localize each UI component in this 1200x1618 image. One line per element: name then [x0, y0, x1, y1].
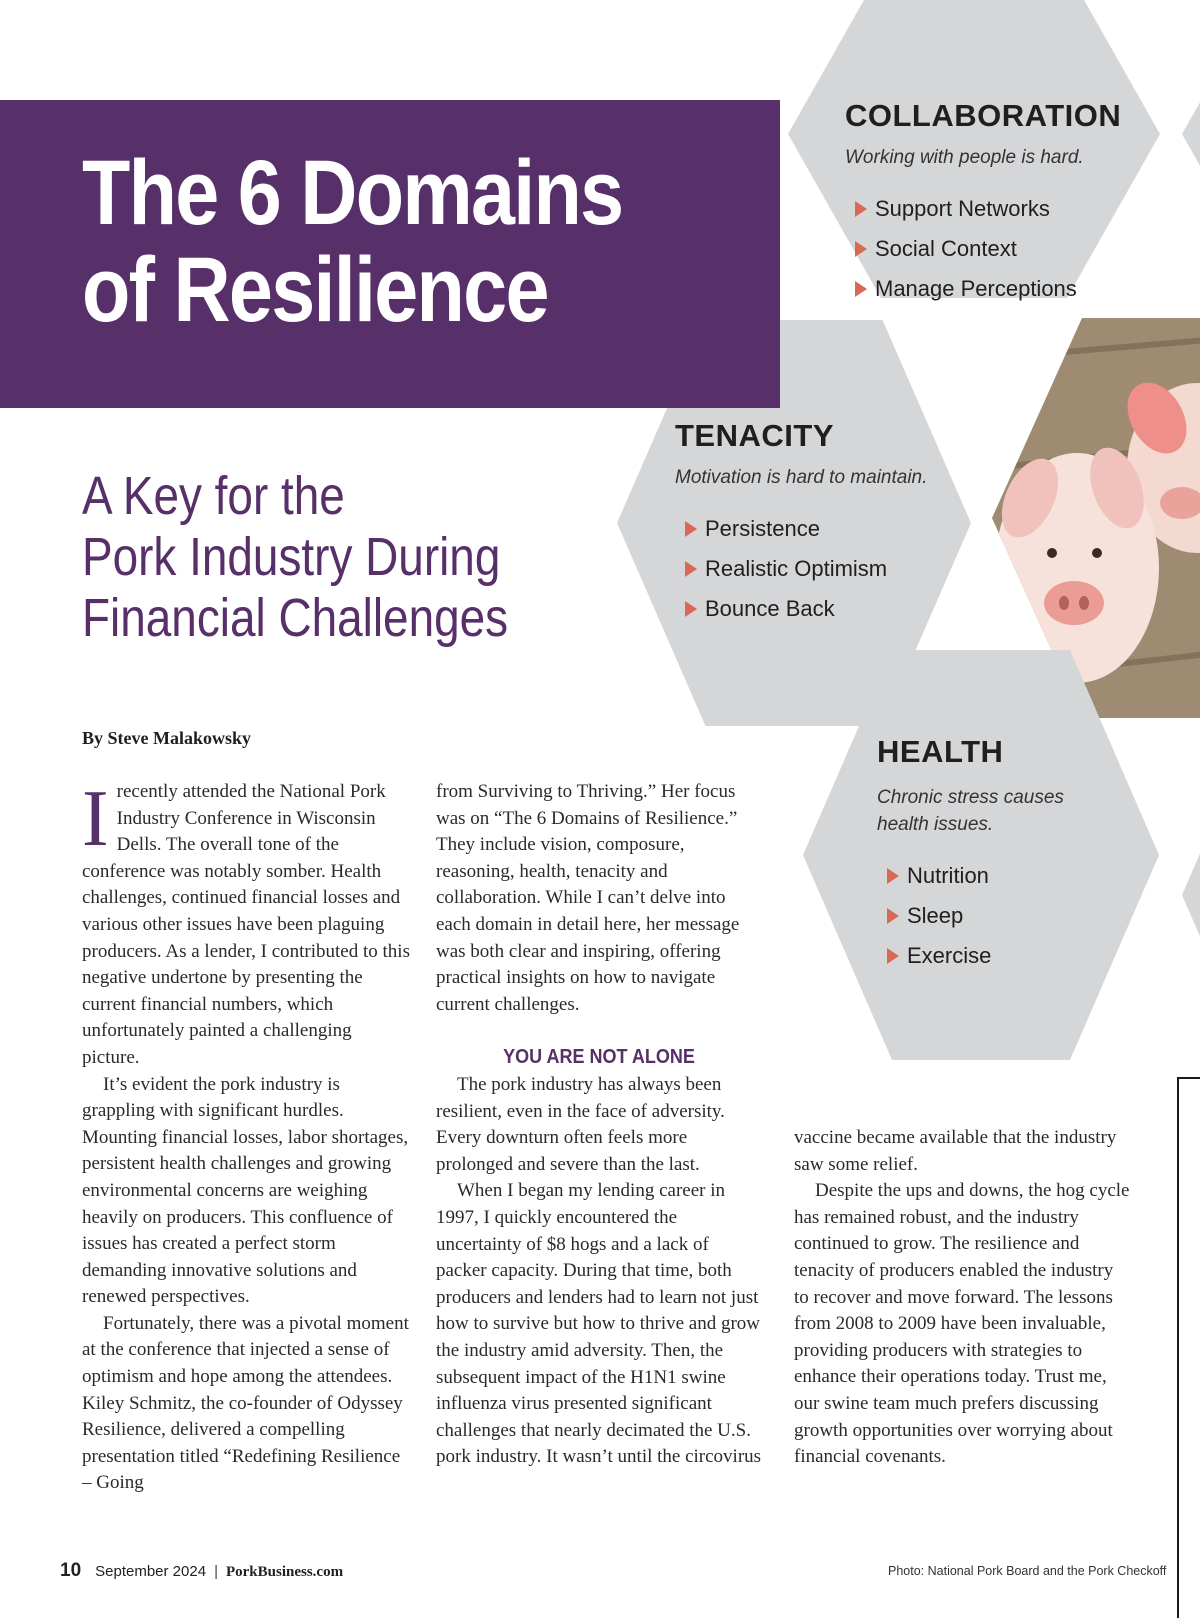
- domain-health: [877, 734, 1147, 976]
- paragraph: It’s evident the pork industry is grappling with significant hurdles. Mounting financial losses, labor shortages, persistent health challenges and growing environmental concerns are weighing heavily on producers. This confluence of issues has created a perfect storm demanding innovative solutions and renewed perspectives.: [82, 1073, 409, 1308]
- triangle-bullet-icon: [685, 561, 697, 577]
- domain-tagline: Motivation is hard to maintain.: [675, 467, 928, 488]
- list-item: Exercise: [877, 936, 1147, 976]
- byline: By Steve Malakowsky: [82, 728, 252, 748]
- list-item: Bounce Back: [675, 589, 975, 629]
- triangle-bullet-icon: [855, 201, 867, 217]
- drop-cap: I: [82, 775, 109, 863]
- triangle-bullet-icon: [855, 281, 867, 297]
- list-item: Manage Perceptions: [845, 269, 1145, 309]
- paragraph: Irecently attended the National Pork Industry Conference in Wisconsin Dells. The overall tone of the conference was notably somber. Health challenges, continued financial losses and various other issues have been plaguing producers. As a lender, I contributed to this negative undertone by presenting the current financial numbers, which unfortunately painted a challenging picture.: [82, 775, 410, 1068]
- domain-collaboration: [845, 98, 1145, 309]
- page-number: 10: [60, 1560, 82, 1581]
- subtitle-line-3: Financial Challenges: [82, 588, 509, 648]
- article-column-2-continued: [436, 1072, 762, 1471]
- page-footer: [60, 1560, 343, 1582]
- list-item: Nutrition: [877, 856, 1147, 896]
- partial-hexagon-right: [1182, 690, 1200, 1100]
- sidebar-border: [1177, 1077, 1200, 1618]
- list-item: Support Networks: [845, 189, 1145, 229]
- page-title: [82, 142, 684, 341]
- triangle-bullet-icon: [685, 521, 697, 537]
- list-item: Realistic Optimism: [675, 549, 975, 589]
- paragraph: The pork industry has always been resilient, even in the face of adversity. Every downturn often feels more prolonged and severe than the last.: [436, 1074, 725, 1175]
- triangle-bullet-icon: [887, 948, 899, 964]
- domain-heading: TENACITY: [675, 418, 834, 453]
- triangle-bullet-icon: [685, 601, 697, 617]
- title-line-1: The 6 Domains: [82, 142, 623, 244]
- domain-tagline: Chronic stress causes health issues.: [877, 787, 1064, 835]
- paragraph: When I began my lending career in 1997, I quickly encountered the uncertainty of $8 hogs and a lack of packer capacity. During that time, both producers and lenders had to learn not just how to survive but how to thrive and grow the industry amid adversity. Then, the subsequent impact of the H1N1 swine influenza virus presented significant challenges that nearly decimated the U.S. pork industry. It wasn’t until the circovirus: [436, 1180, 762, 1468]
- section-heading: YOU ARE NOT ALONE: [503, 1046, 695, 1068]
- title-line-2: of Resilience: [82, 239, 548, 341]
- domain-tenacity: [675, 418, 975, 629]
- list-item: Persistence: [675, 509, 975, 549]
- subtitle-line-1: A Key for the: [82, 466, 345, 526]
- domain-list: [845, 189, 1145, 309]
- partial-hexagon-top-right: [1182, 0, 1200, 298]
- article-column-2: [436, 779, 762, 1018]
- domain-heading: COLLABORATION: [845, 98, 1122, 133]
- domain-heading: HEALTH: [877, 734, 1004, 769]
- domain-list: [675, 509, 975, 629]
- list-item: Sleep: [877, 896, 1147, 936]
- article-column-3: [794, 1125, 1132, 1471]
- paragraph: Fortunately, there was a pivotal moment at the conference that injected a sense of optimism and hope among the attendees. Kiley Schmitz, the co-founder of Odyssey Resilience, delivered a compelling presentation titled “Redefining Resilience – Going: [82, 1312, 409, 1494]
- website-link[interactable]: PorkBusiness.com: [225, 1564, 344, 1580]
- page-subtitle: [82, 466, 558, 649]
- triangle-bullet-icon: [887, 908, 899, 924]
- article-column-1: [82, 775, 412, 1497]
- list-item: Social Context: [845, 229, 1145, 269]
- paragraph: from Surviving to Thriving.” Her focus was on “The 6 Domains of Resilience.” They include vision, composure, reasoning, health, tenacity and collaboration. While I can’t delve into each domain in detail here, her message was both clear and inspiring, offering practical insights on how to navigate current challenges.: [436, 781, 740, 1015]
- triangle-bullet-icon: [855, 241, 867, 257]
- subtitle-line-2: Pork Industry During: [82, 527, 501, 587]
- domain-tagline: Working with people is hard.: [845, 147, 1084, 168]
- triangle-bullet-icon: [887, 868, 899, 884]
- domain-list: [877, 856, 1147, 976]
- photo-credit: Photo: National Pork Board and the Pork Checkoff: [888, 1564, 1167, 1578]
- footer-separator: |: [214, 1563, 218, 1580]
- issue-date: September 2024: [95, 1563, 207, 1580]
- paragraph: Despite the ups and downs, the hog cycle has remained robust, and the industry continued to grow. The resilience and tenacity of producers enabled the industry to recover and move forward. The lessons from 2008 to 2009 have been invaluable, providing producers with strategies to enhance their operations today. Trust me, our swine team much prefers discussing growth opportunities over worrying about financial covenants.: [794, 1180, 1130, 1468]
- paragraph: vaccine became available that the industry saw some relief.: [794, 1127, 1117, 1175]
